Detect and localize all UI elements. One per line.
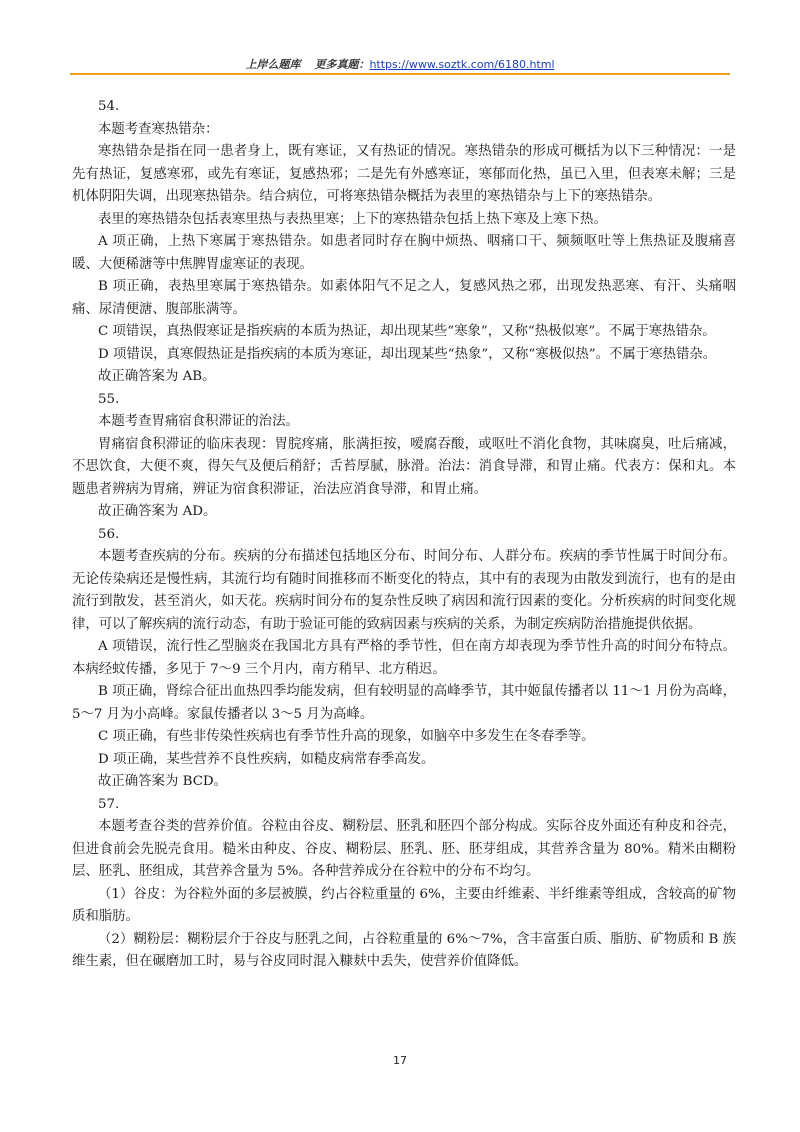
paragraph: 寒热错杂是指在同一患者身上，既有寒证，又有热证的情况。寒热错杂的形成可概括为以下三种情况：一是先有热证，复感寒邪，或先有寒证，复感热邪；二是先有外感寒证，寒郁而化热，虽已入里，但表寒未解；三是机体阴阳失调，出现寒热错杂。结合病位，可将寒热错杂概括为表里的寒热错杂与上下的寒热错杂。 <box>72 144 736 204</box>
page-number: 17 <box>393 1054 407 1067</box>
page-body <box>72 96 736 974</box>
answer-line: 故正确答案为 AB。 <box>98 369 216 384</box>
paragraph: 本题考查胃痛宿食积滞证的治法。 <box>98 414 299 429</box>
paragraph: 本题考查寒热错杂： <box>98 121 219 137</box>
paragraph: 胃痛宿食积滞证的临床表现：胃脘疼痛，胀满拒按，嗳腐吞酸，或呕吐不消化食物，其味腐臭，吐后痛减，不思饮食，大便不爽，得矢气及便后稍舒；舌苔厚腻，脉滑。治法：消食导滞，和胃止痛。代表方：保和丸。本题患者辨病为胃痛，辨证为宿食积滞证，治法应消食导滞，和胃止痛。 <box>72 436 736 497</box>
question-number: 57. <box>98 796 120 812</box>
paragraph: A 项错误，流行性乙型脑炎在我国北方具有严格的季节性，但在南方却表现为季节性升高的时间分布特点。本病经蚊传播，多见于 7～9 三个月内，南方稍早、北方稍迟。 <box>72 639 736 677</box>
header-more-label: 更多真题： <box>314 58 370 71</box>
answer-line: 故正确答案为 BCD。 <box>98 774 228 789</box>
paragraph: 表里的寒热错杂包括表寒里热与表热里寒；上下的寒热错杂包括上热下寒及上寒下热。 <box>98 211 607 227</box>
paragraph: D 项错误，真寒假热证是指疾病的本质为寒证，却出现某些“热象”，又称“寒极似热”。不属于寒热错杂。 <box>98 346 717 362</box>
paragraph: A 项正确，上热下寒属于寒热错杂。如患者同时存在胸中烦热、咽痛口干、频频呕吐等上焦热证及腹痛喜暖、大便稀溏等中焦脾胃虚寒证的表现。 <box>72 234 736 272</box>
paragraph: D 项正确，某些营养不良性疾病，如糙皮病常春季高发。 <box>98 751 435 767</box>
question-number: 56. <box>98 526 120 542</box>
paragraph: C 项错误，真热假寒证是指疾病的本质为热证，却出现某些“寒象”，又称“热极似寒”。不属于寒热错杂。 <box>98 324 716 339</box>
paragraph: 本题考查疾病的分布。疾病的分布描述包括地区分布、时间分布、人群分布。疾病的季节性属于时间分布。无论传染病还是慢性病，其流行均有随时间推移而不断变化的特点，其中有的表现为由散发到流行，也有的是由流行到散发，甚至消火，如天花。疾病时间分布的复杂性反映了病因和流行因素的变化。分析疾病的时间变化规律，可以了解疾病的流行动态，有助于验证可能的致病因素与疾病的关系，为制定疾病防治措施提供依据。 <box>72 549 736 632</box>
answer-line: 故正确答案为 AD。 <box>98 504 217 519</box>
header-brand: 上岸么题库 <box>245 58 301 71</box>
paragraph: （2）糊粉层：糊粉层介于谷皮与胚乳之间，占谷粒重量的 6%～7%，含丰富蛋白质、脂肪、矿物质和 B 族维生素，但在碾磨加工时，易与谷皮同时混入糠麸中丢失，使营养价值降低。 <box>72 931 736 969</box>
paragraph: B 项正确，表热里寒属于寒热错杂。如素体阳气不足之人，复感风热之邪，出现发热恶寒、有汗、头痛咽痛、尿清便溏、腹部胀满等。 <box>72 279 736 317</box>
question-number: 55. <box>98 391 120 407</box>
header-url-link[interactable]: https://www.soztk.com/6180.html <box>369 58 555 71</box>
paragraph: （1）谷皮：为谷粒外面的多层被膜，约占谷粒重量的 6%，主要由纤维素、半纤维素等组成，含较高的矿物质和脂肪。 <box>72 886 736 924</box>
paragraph: C 项正确，有些非传染性疾病也有季节性升高的现象，如脑卒中多发生在冬春季等。 <box>98 729 595 744</box>
paragraph: B 项正确，肾综合征出血热四季均能发病，但有较明显的高峰季节，其中姬鼠传播者以 11～1 月份为高峰，5～7 月为小高峰。家鼠传播者以 3～5 月为高峰。 <box>72 684 736 722</box>
paragraph: 本题考查谷类的营养价值。谷粒由谷皮、糊粉层、胚乳和胚四个部分构成。实际谷皮外面还有种皮和谷壳，但进食前会先脱壳食用。糙米由种皮、谷皮、糊粉层、胚乳、胚、胚芽组成，其营养含量为 80%。精米由糊粉层、胚乳、胚组成，其营养含量为 5%。各种营养成分在谷粒中的分布不均匀。 <box>72 819 736 879</box>
page-header <box>70 56 730 72</box>
header-divider <box>70 73 730 75</box>
question-number: 54. <box>98 99 120 114</box>
